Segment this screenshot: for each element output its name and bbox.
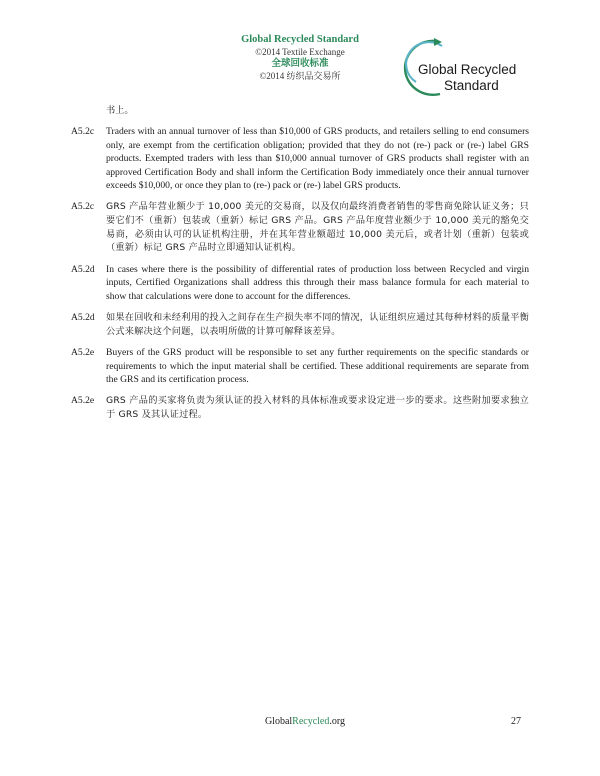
footer-url-brand: Recycled bbox=[292, 716, 330, 727]
page-footer bbox=[0, 716, 600, 736]
clause-number: A5.2c bbox=[71, 201, 95, 213]
clause-text: GRS 产品年营业额少于 10,000 美元的交易商，以及仅向最终消费者销售的零售商免除认证义务；只要它们不（重新）包装或（重新）标记 GRS 产品。GRS 产品年度营业额少于 10,000 美元的豁免交易商，必须由认可的认证机构注册，并在其年营业额超过 10,000 美元后，或者计划（重新）包装或（重新）标记 GRS 产品时立即通知认证机构。 bbox=[106, 201, 529, 254]
page-header bbox=[0, 0, 600, 100]
header-copyright-cn: ©2014 纺织品交易所 bbox=[259, 71, 341, 81]
clause-paragraph bbox=[71, 311, 529, 338]
paragraph-list bbox=[71, 125, 529, 421]
page-number: 27 bbox=[511, 716, 521, 727]
clause-text: Traders with an annual turnover of less than $10,000 of GRS products, and retailers selling to end consumers only, are exempt from the certification obligation; provided that they do not (re-) pack or (re-) label GRS products. Exempted traders with less than $10,000 annual turnover of GRS products shall register with an approved Certification Body and shall inform the Certification Body immediately once their annual turnover exceeds $10,000, or once they plan to (re-) pack or (re-) label GRS products. bbox=[106, 126, 529, 192]
clause-paragraph bbox=[71, 263, 529, 303]
clause-text: In cases where there is the possibility of differential rates of production loss between Recycled and virgin inputs, Certified Organizations shall address this through their mass balance formula for each material to show that calculations were done to account for the differences. bbox=[106, 263, 529, 302]
continuation-text: 书上。 bbox=[106, 105, 134, 116]
document-body bbox=[71, 104, 529, 430]
header-title: Global Recycled Standard bbox=[241, 34, 359, 45]
logo-text-line2: Standard bbox=[444, 78, 499, 93]
clause-number: A5.2d bbox=[71, 312, 95, 324]
clause-paragraph bbox=[71, 346, 529, 386]
clause-paragraph bbox=[71, 125, 529, 192]
clause-number: A5.2d bbox=[71, 263, 95, 275]
footer-url-prefix: Global bbox=[264, 716, 293, 727]
header-title-cn: 全球回收标准 bbox=[271, 59, 329, 69]
clause-number: A5.2e bbox=[71, 395, 95, 407]
footer-url[interactable] bbox=[250, 716, 360, 727]
clause-text: 如果在回收和未经利用的投入之间存在生产损失率不同的情况，认证组织应通过其每种材料的质量平衡公式来解决这个问题，以表明所做的计算可解释该差异。 bbox=[106, 312, 529, 337]
clause-paragraph bbox=[71, 394, 529, 421]
clause-number: A5.2e bbox=[71, 347, 95, 359]
clause-paragraph bbox=[71, 200, 529, 254]
clause-number: A5.2c bbox=[71, 126, 95, 138]
header-copyright: ©2014 Textile Exchange bbox=[255, 47, 345, 57]
logo-text-line1: Global Recycled bbox=[418, 62, 517, 77]
grs-logo bbox=[396, 38, 530, 98]
clause-text: GRS 产品的买家将负责为须认证的投入材料的具体标准或要求设定进一步的要求。这些附加要求独立于 GRS 及其认证过程。 bbox=[106, 395, 529, 421]
clause-text: Buyers of the GRS product will be responsible to set any further requirements on the specific standards or requirements to which the input material shall be certified. These additional requirements are separate from the GRS and its certification process. bbox=[106, 347, 529, 386]
header-text-block bbox=[200, 34, 400, 82]
footer-url-suffix: .org bbox=[329, 716, 346, 727]
